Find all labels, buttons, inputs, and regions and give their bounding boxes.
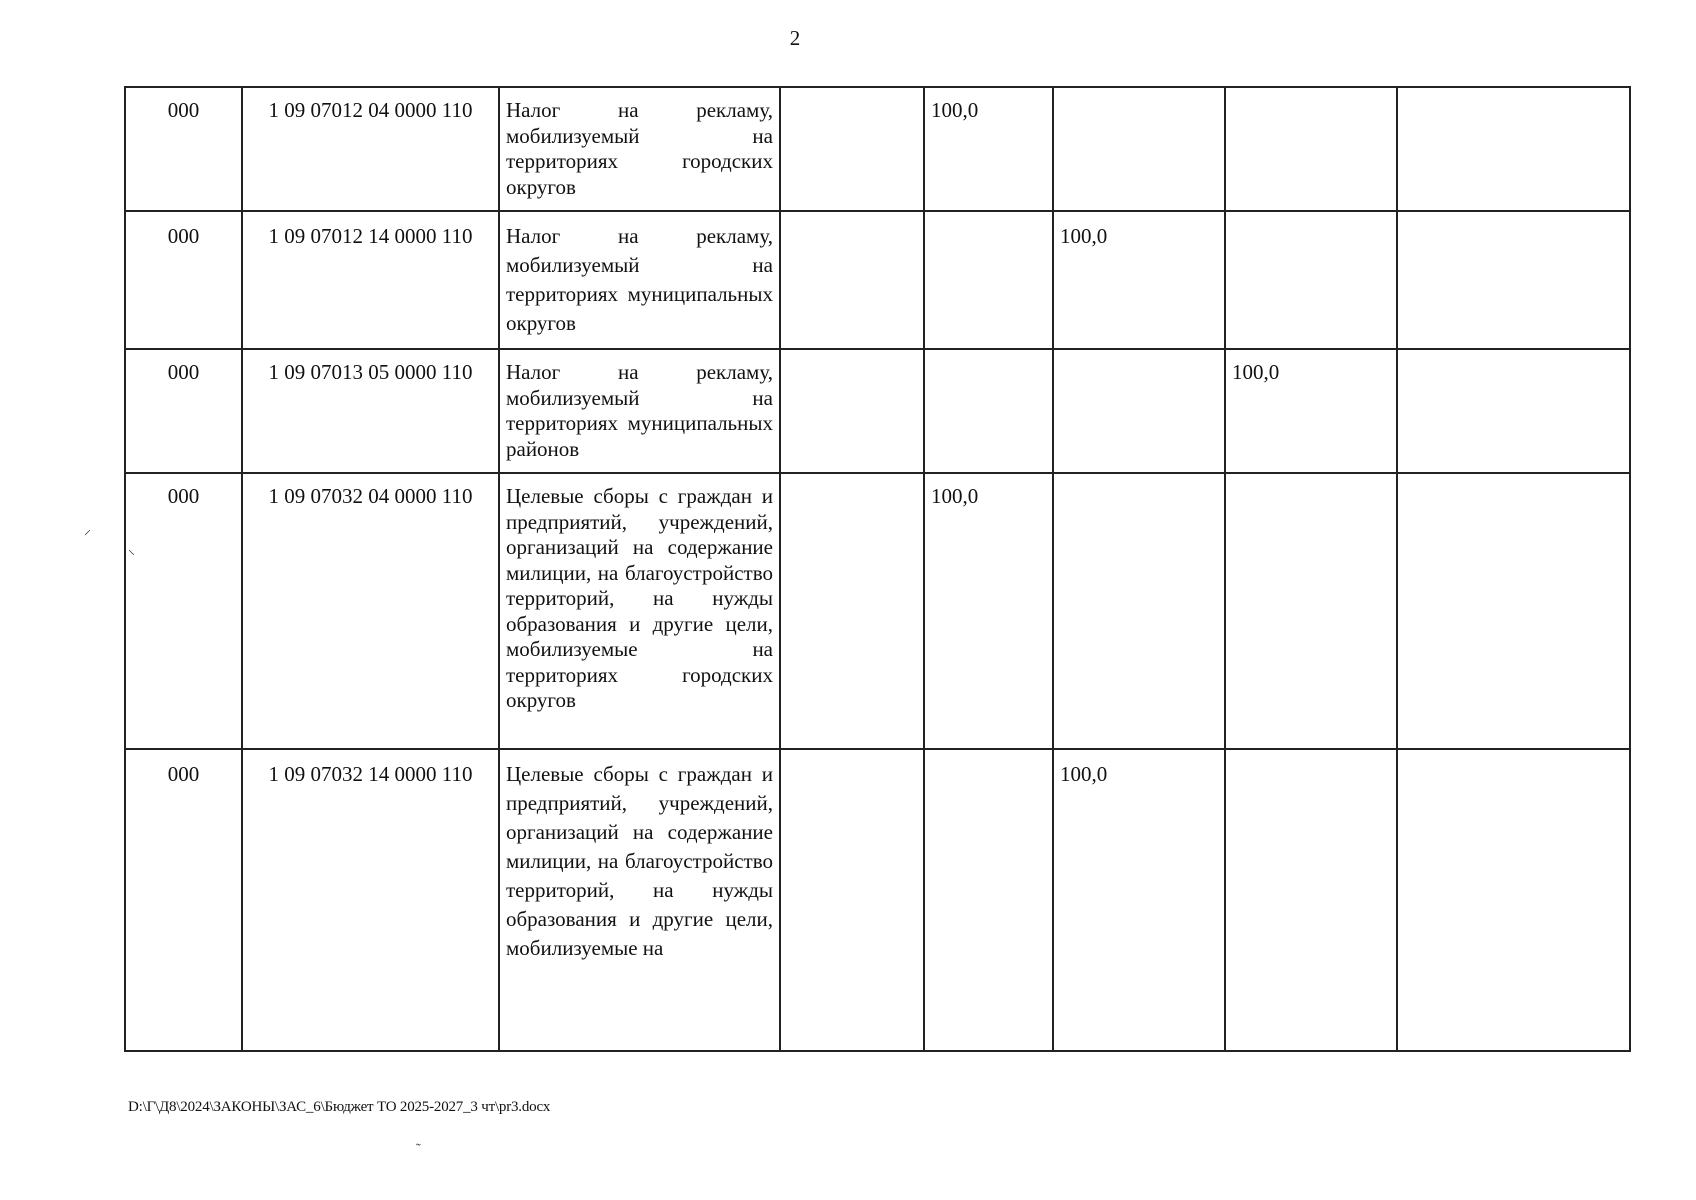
amount-cell-col7 bbox=[1225, 749, 1397, 1051]
revenue-name-cell: Налог на рекламу, мобилизуемый на территориях городских округов bbox=[499, 87, 780, 211]
amount-cell-col7 bbox=[1225, 87, 1397, 211]
amount-cell-col4 bbox=[780, 87, 924, 211]
budget-classification-code-cell: 1 09 07032 04 0000 110 bbox=[242, 473, 499, 749]
amount-cell-col4 bbox=[780, 749, 924, 1051]
table-row bbox=[125, 473, 1630, 749]
admin-code-cell: 000 bbox=[125, 349, 242, 473]
amount-cell-col4 bbox=[780, 211, 924, 349]
amount-cell-col4 bbox=[780, 473, 924, 749]
amount-cell-col6 bbox=[1053, 349, 1225, 473]
table-row bbox=[125, 211, 1630, 349]
amount-cell-col8 bbox=[1397, 473, 1630, 749]
page-number: 2 bbox=[789, 26, 801, 50]
revenue-name-cell: Целевые сборы с граждан и предприятий, учреждений, организаций на содержание милиции, на благоустройство территорий, на нужды образования и другие цели, мобилизуемые на территориях городских округов bbox=[499, 473, 780, 749]
amount-cell-col5 bbox=[924, 211, 1053, 349]
scan-artifact: ˜ bbox=[416, 1142, 421, 1157]
amount-cell-col7 bbox=[1225, 211, 1397, 349]
amount-cell-col8 bbox=[1397, 87, 1630, 211]
amount-cell-col5: 100,0 bbox=[924, 473, 1053, 749]
admin-code-cell: 000 bbox=[125, 211, 242, 349]
revenue-name-cell: Налог на рекламу, мобилизуемый на территориях муниципальных округов bbox=[499, 211, 780, 349]
table-row bbox=[125, 87, 1630, 211]
budget-classification-code-cell: 1 09 07012 04 0000 110 bbox=[242, 87, 499, 211]
amount-cell-col6: 100,0 bbox=[1053, 211, 1225, 349]
amount-cell-col7 bbox=[1225, 473, 1397, 749]
amount-cell-col6 bbox=[1053, 87, 1225, 211]
budget-classification-code-cell: 1 09 07032 14 0000 110 bbox=[242, 749, 499, 1051]
amount-cell-col5 bbox=[924, 349, 1053, 473]
scan-artifact: ⸝ bbox=[84, 523, 91, 538]
table-row bbox=[125, 749, 1630, 1051]
amount-cell-col8 bbox=[1397, 749, 1630, 1051]
amount-cell-col8 bbox=[1397, 211, 1630, 349]
amount-cell-col6 bbox=[1053, 473, 1225, 749]
amount-cell-col4 bbox=[780, 349, 924, 473]
amount-cell-col7: 100,0 bbox=[1225, 349, 1397, 473]
admin-code-cell: 000 bbox=[125, 473, 242, 749]
scan-artifact: ⸜ bbox=[128, 543, 135, 558]
amount-cell-col5: 100,0 bbox=[924, 87, 1053, 211]
document-file-path: D:\Г\Д8\2024\ЗАКОНЫ\ЗАС_6\Бюджет ТО 2025-2027_3 чт\pr3.docx bbox=[128, 1099, 551, 1115]
budget-classification-code-cell: 1 09 07013 05 0000 110 bbox=[242, 349, 499, 473]
amount-cell-col6: 100,0 bbox=[1053, 749, 1225, 1051]
budget-revenue-table bbox=[124, 86, 1631, 1052]
revenue-name-cell: Целевые сборы с граждан и предприятий, учреждений, организаций на содержание милиции, на благоустройство территорий, на нужды образования и другие цели, мобилизуемые на bbox=[499, 749, 780, 1051]
admin-code-cell: 000 bbox=[125, 87, 242, 211]
admin-code-cell: 000 bbox=[125, 749, 242, 1051]
amount-cell-col8 bbox=[1397, 349, 1630, 473]
budget-classification-code-cell: 1 09 07012 14 0000 110 bbox=[242, 211, 499, 349]
amount-cell-col5 bbox=[924, 749, 1053, 1051]
revenue-name-cell: Налог на рекламу, мобилизуемый на территориях муниципальных районов bbox=[499, 349, 780, 473]
table-row bbox=[125, 349, 1630, 473]
